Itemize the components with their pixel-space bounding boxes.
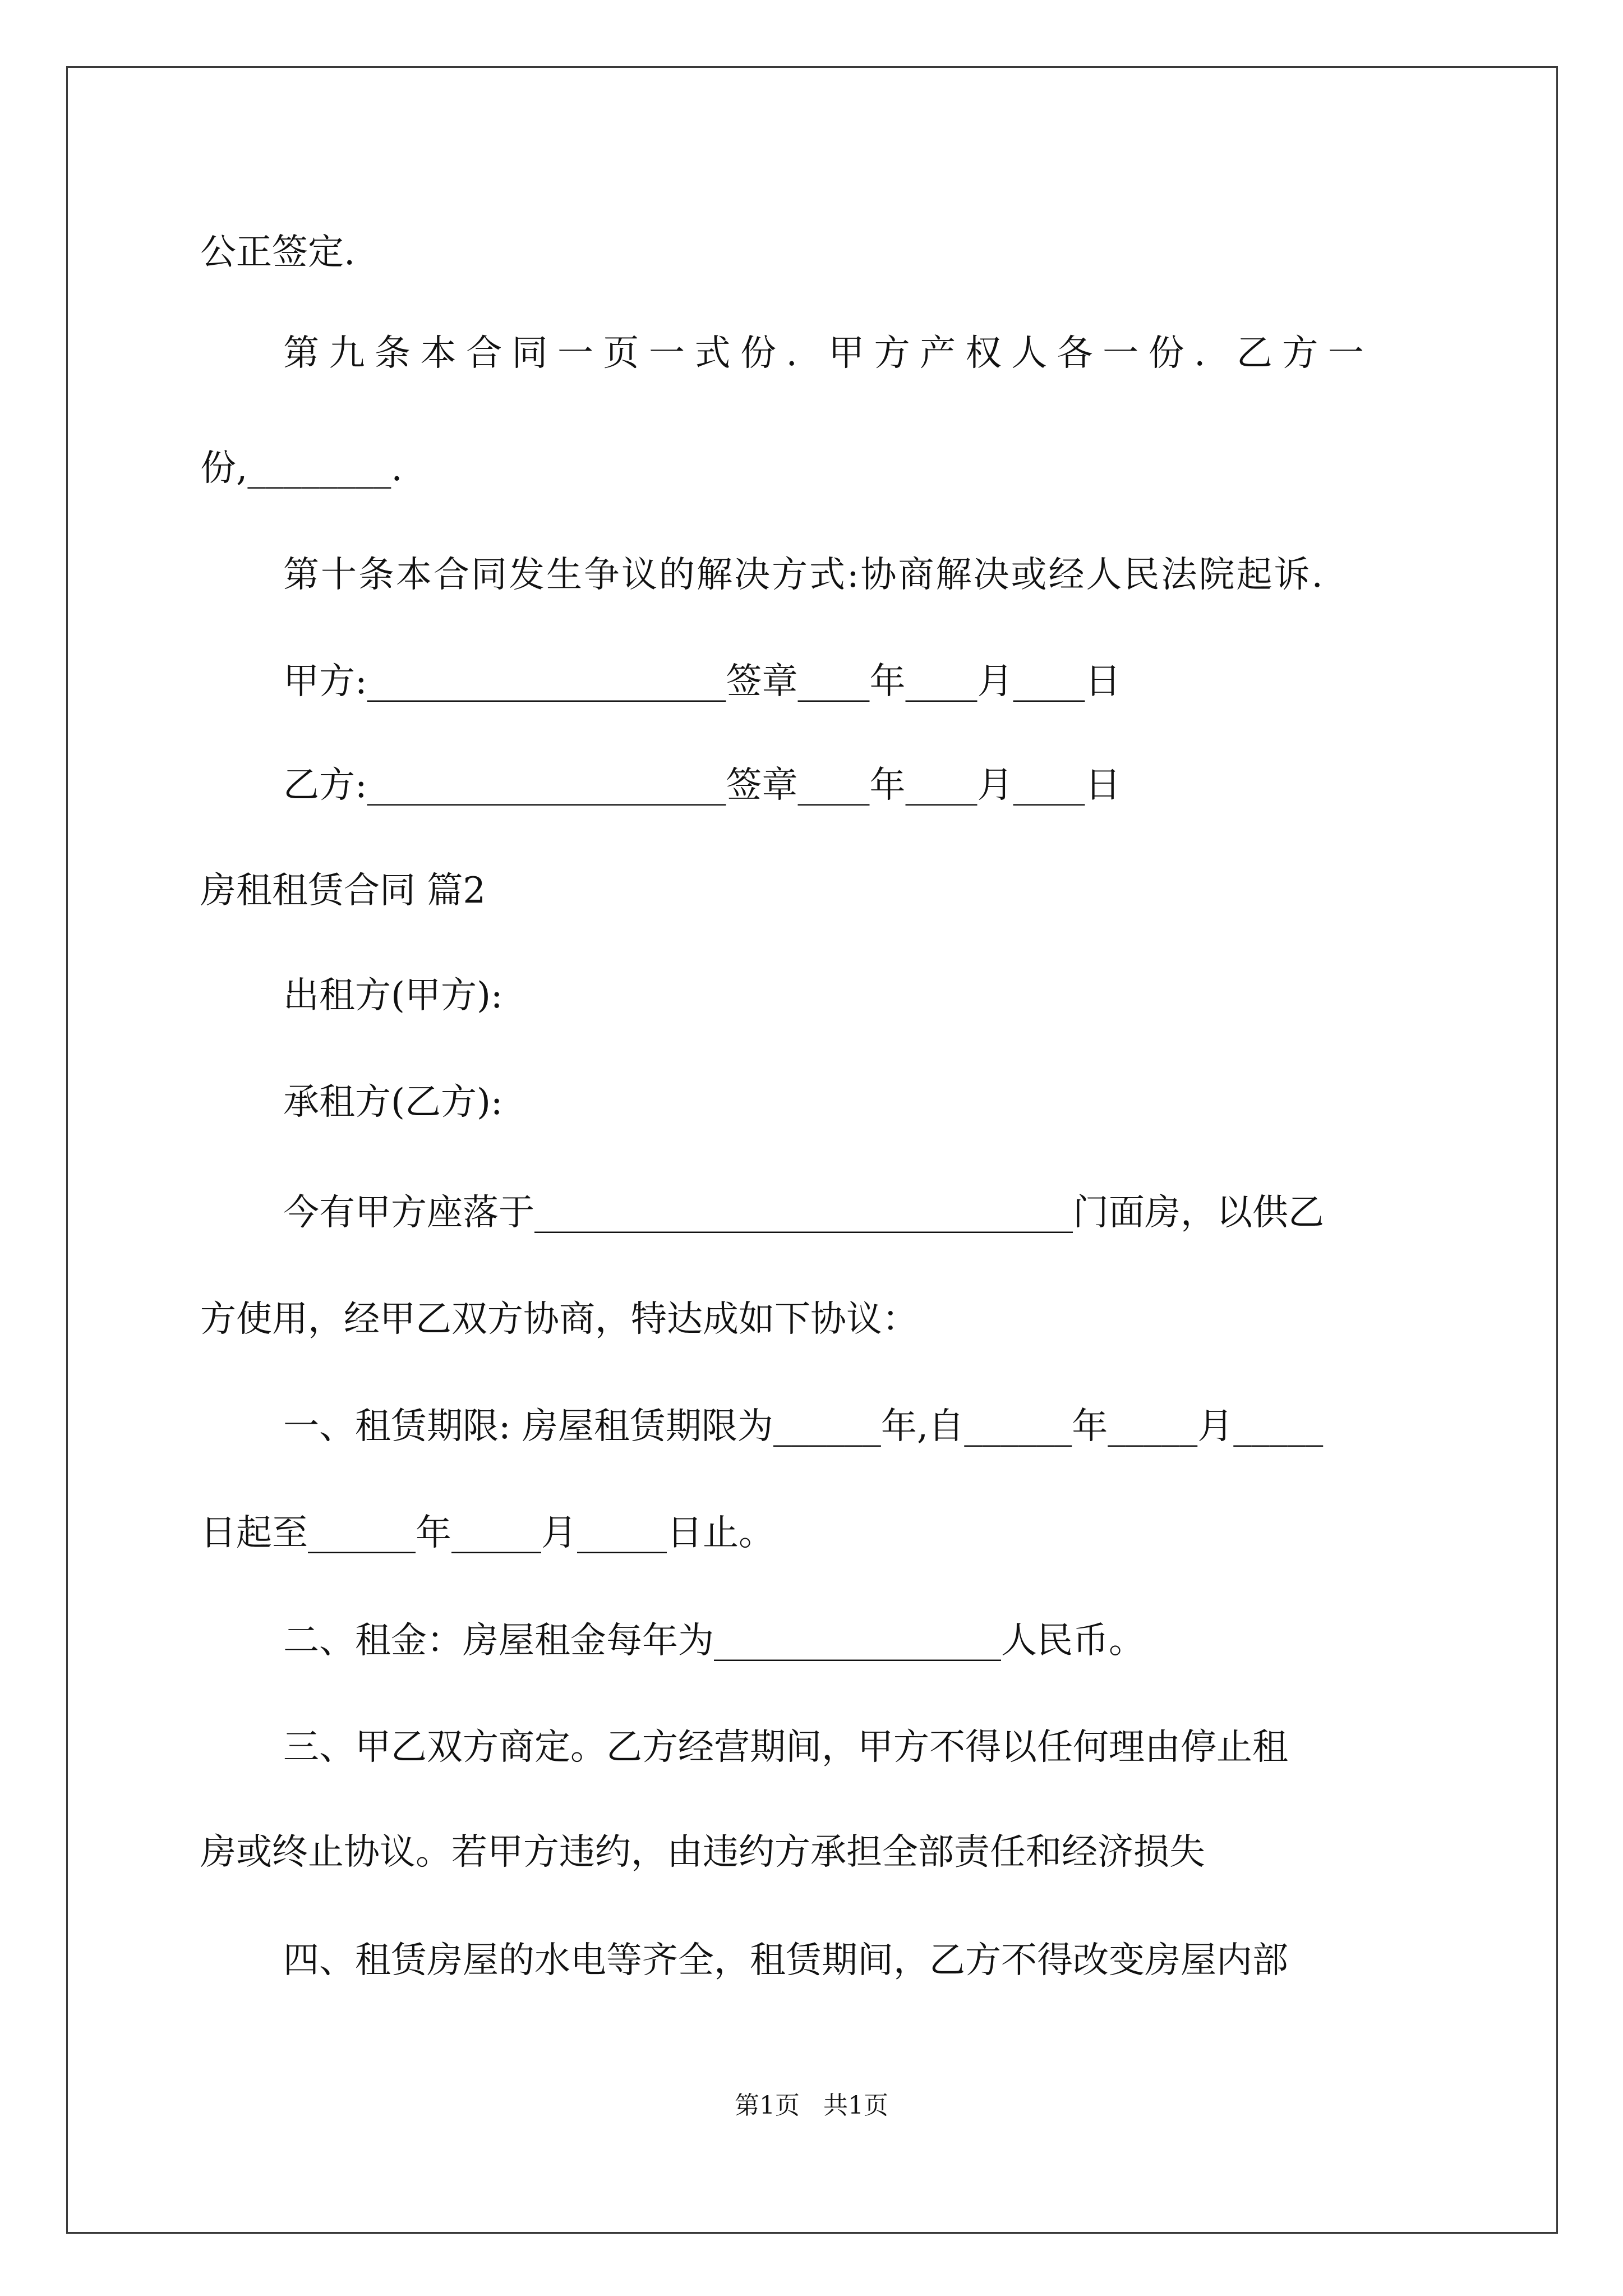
text-line: 份,________. [200, 448, 403, 489]
page-footer: 第1页 共1页 [735, 2091, 888, 2120]
text-line: 方使用，经甲乙双方协商，特达成如下协议： [200, 1299, 918, 1340]
signature-line-party-a: 甲方:____________________签章____年____月____日 [283, 661, 1121, 702]
text-line: 三、甲乙双方商定。乙方经营期间，甲方不得以任何理由停止租 [283, 1727, 1288, 1768]
text-line: 二、租金：房屋租金每年为________________人民币。 [283, 1620, 1145, 1662]
text-line: 公正签定. [200, 232, 356, 273]
text-line: 一、租赁期限: 房屋租赁期限为______年,自______年_____月_____ [283, 1406, 1324, 1447]
text-line: 承租方(乙方): [283, 1082, 503, 1123]
text-line: 第十条本合同发生争议的解决方式:协商解决或经人民法院起诉. [283, 554, 1325, 596]
text-line: 出租方(甲方): [283, 975, 503, 1016]
page-border [66, 66, 1558, 2234]
signature-line-party-b: 乙方:____________________签章____年____月____日 [283, 765, 1121, 806]
text-line: 房或终止协议。若甲方违约，由违约方承担全部责任和经济损失 [200, 1832, 1205, 1873]
text-line: 四、租赁房屋的水电等齐全，租赁期间，乙方不得改变房屋内部 [283, 1940, 1288, 1981]
text-line: 第九条本合同一页一式份. 甲方产权人各一份. 乙方一 [283, 333, 1374, 374]
text-line: 日起至______年_____月_____日止。 [200, 1512, 774, 1554]
section-heading: 房租租赁合同 篇2 [200, 870, 486, 912]
text-line: 今有甲方座落于______________________________门面房，以供乙 [283, 1192, 1324, 1234]
